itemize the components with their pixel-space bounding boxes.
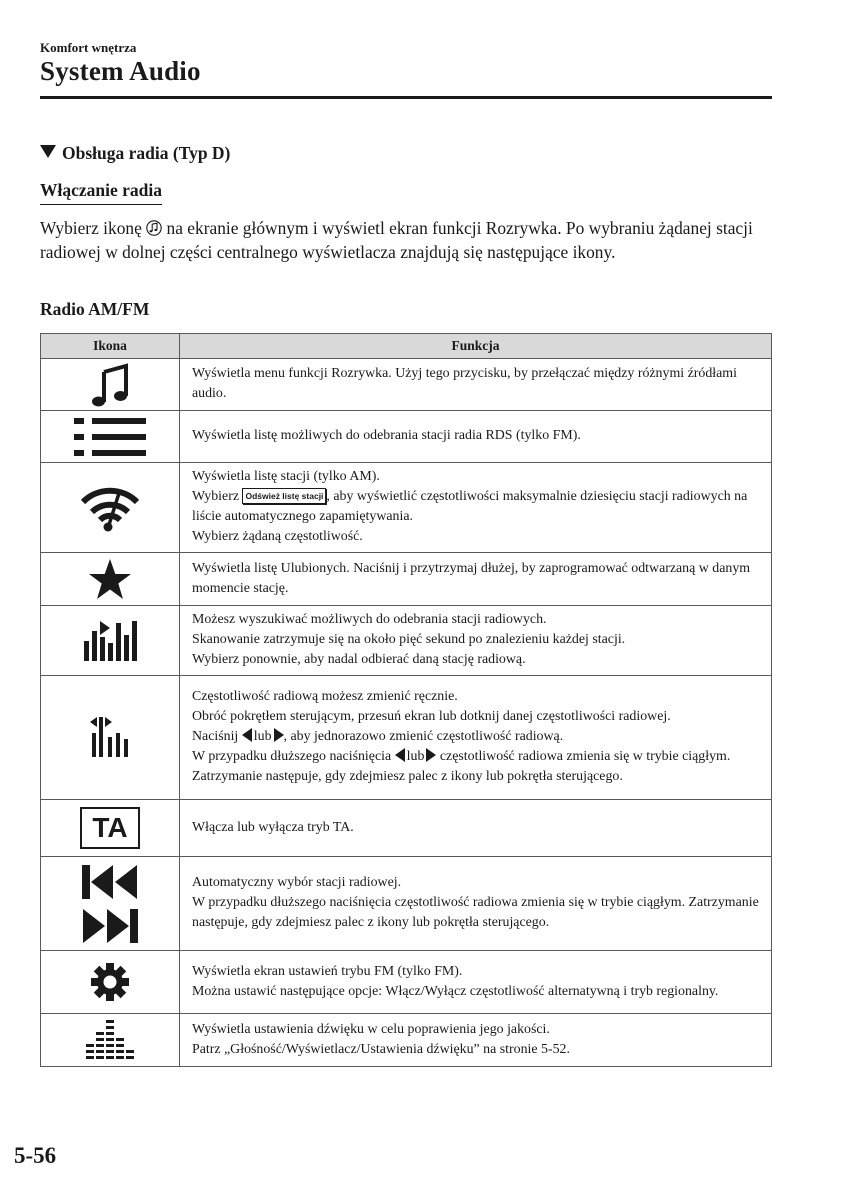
- refresh-station-list-button: Odśwież listę stacji: [242, 488, 326, 504]
- row-text: Automatyczny wybór stacji radiowej.: [192, 875, 402, 890]
- seek-forward-icon: [82, 908, 138, 944]
- ta-icon: TA: [80, 807, 140, 849]
- intro-paragraph: [40, 216, 772, 264]
- radio-heading: [40, 143, 230, 164]
- row-description: [180, 359, 772, 411]
- row-description: [180, 800, 772, 857]
- row-text: Wybierz ponownie, aby nadal odbierać daną stację radiową.: [192, 652, 526, 667]
- table-title: Radio AM/FM: [40, 299, 150, 319]
- arrow-left-icon: [395, 748, 405, 762]
- arrow-right-icon: [274, 728, 284, 742]
- page-title: System Audio: [40, 56, 201, 86]
- row-text: [192, 747, 761, 787]
- table-row: [41, 951, 772, 1014]
- column-header-function: Funkcja: [180, 334, 772, 359]
- row-text: Patrz „Głośność/Wyświetlacz/Ustawienia dźwięku” na stronie 5-52.: [192, 1041, 570, 1057]
- table-row: [41, 857, 772, 951]
- row-text: Wybierz żądaną częstotliwość.: [192, 529, 363, 544]
- music-note-icon: [90, 362, 130, 408]
- row-text: Wyświetla ekran ustawień trybu FM (tylko FM).: [192, 963, 463, 979]
- row-text: Wyświetla menu funkcji Rozrywka. Użyj tego przycisku, by przełączać między różnymi źródłami audio.: [192, 366, 737, 401]
- section-label: Komfort wnętrza: [40, 40, 137, 55]
- radio-subheading: Włączanie radia: [40, 180, 162, 205]
- star-icon: [88, 558, 132, 600]
- gear-icon: [90, 962, 130, 1002]
- radio-signal-icon: [80, 484, 140, 532]
- row-text: Możesz wyszukiwać możliwych do odebrania stacji radiowych.: [192, 612, 547, 627]
- scan-icon: [83, 619, 137, 663]
- table-row: [41, 553, 772, 606]
- music-note-icon: [146, 218, 162, 234]
- title-rule: [40, 96, 772, 99]
- list-icon: [74, 416, 146, 458]
- row-text: Włącza lub wyłącza tryb TA.: [192, 819, 354, 835]
- seek-back-icon: [82, 864, 138, 900]
- row-text: Wyświetla listę możliwych do odebrania stacji radia RDS (tylko FM).: [192, 428, 581, 443]
- table-row: [41, 676, 772, 800]
- arrow-right-icon: [426, 748, 436, 762]
- triangle-down-icon: [40, 145, 56, 158]
- table-header-row: [41, 334, 772, 359]
- row-description: [180, 411, 772, 463]
- row-text-part: , aby wyświetlić częstotliwości maksymalnie dziesięciu stacji radiowych na liście automatycznego zapamiętywania.: [192, 489, 748, 524]
- table-row: [41, 463, 772, 553]
- row-text-part: częstotliwość radiowa zmienia się w trybie ciągłym. Zatrzymanie następuje, gdy zdejmiesz palec z ikony lub pokrętła sterującego.: [192, 749, 731, 784]
- row-description: [180, 951, 772, 1014]
- table-row: [41, 1014, 772, 1067]
- row-text-part: lub: [253, 729, 272, 744]
- arrow-left-icon: [242, 728, 252, 742]
- row-text: Wyświetla listę stacji (tylko AM).: [192, 469, 380, 484]
- row-text: Skanowanie zatrzymuje się na około pięć sekund po znalezieniu każdej stacji.: [192, 632, 626, 647]
- row-text: Wyświetla listę Ulubionych. Naciśnij i przytrzymaj dłużej, by zaprogramować odtwarzaną w danym momencie stację.: [192, 560, 751, 596]
- row-text: Obróć pokrętłem sterującym, przesuń ekran lub dotknij danej częstotliwości radiowej.: [192, 709, 671, 724]
- row-text: Częstotliwość radiową możesz zmienić ręcznie.: [192, 689, 458, 704]
- intro-text-rest: na ekranie głównym i wyświetl ekran funkcji Rozrywka. Po wybraniu żądanej stacji radiowej w dolnej części centralnego wyświetlacza znajdują się następujące ikony.: [40, 218, 753, 262]
- table-row: [41, 800, 772, 857]
- row-text: Można ustawić następujące opcje: Włącz/Wyłącz częstotliwość alternatywną i tryb regionalny.: [192, 983, 719, 999]
- equalizer-icon: [86, 1020, 134, 1060]
- row-description: [180, 1014, 772, 1067]
- row-text-part: W przypadku dłuższego naciśnięcia: [192, 749, 392, 764]
- row-description: [180, 676, 772, 800]
- row-text: [192, 727, 761, 747]
- column-header-icon: Ikona: [41, 334, 180, 359]
- row-description: [180, 463, 772, 553]
- page-number: 5-56: [14, 1143, 57, 1168]
- row-description: [180, 553, 772, 606]
- row-text-part: , aby jednorazowo zmienić częstotliwość radiową.: [283, 729, 564, 744]
- intro-text-start: Wybierz ikonę: [40, 218, 142, 238]
- row-text: Wyświetla ustawienia dźwięku w celu poprawienia jego jakości.: [192, 1021, 550, 1037]
- row-text: W przypadku dłuższego naciśnięcia częstotliwość radiowa zmienia się w trybie ciągłym. Zatrzymanie następuje, gdy zdejmiesz palec z ikony lub pokrętła sterującego.: [192, 895, 759, 930]
- row-text-part: Naciśnij: [192, 729, 239, 744]
- manual-tune-icon: [88, 717, 132, 759]
- row-text: [192, 487, 761, 527]
- row-text-part: lub: [406, 749, 425, 764]
- row-description: [180, 606, 772, 676]
- table-row: [41, 606, 772, 676]
- functions-table: [40, 333, 772, 1067]
- table-row: [41, 359, 772, 411]
- row-text-part: Wybierz: [192, 489, 239, 504]
- table-row: [41, 411, 772, 463]
- radio-heading-text: Obsługa radia (Typ D): [62, 143, 231, 163]
- row-description: [180, 857, 772, 951]
